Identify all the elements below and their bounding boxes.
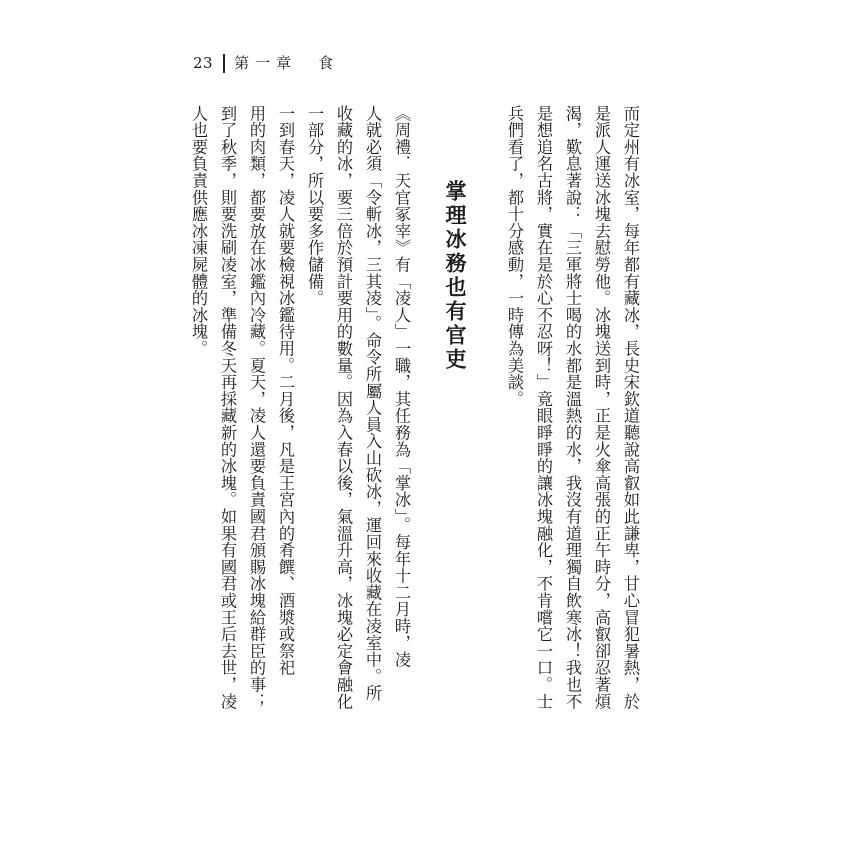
- text-column-7: 人就必須「令斬冰，三其凌」。命令所屬人員入山砍冰，運回來收藏在凌室中。所: [363, 105, 382, 702]
- text-column-6: 《周禮．天官冢宰》有「凌人」一職，其任務為「掌冰」。每年十二月時，凌: [392, 105, 411, 669]
- text-column-9: 一部分，所以要多作儲備。: [305, 105, 324, 307]
- text-column-4: 是想追名古將，實在是於心不忍呀！」竟眼睜睜的讓冰塊融化，不肯嚐它一口。士: [534, 105, 553, 710]
- text-column-3: 渴，歎息著說：「三軍將士喝的水都是溫熱的水，我沒有道理獨自飲寒冰！我也不: [563, 105, 582, 710]
- text-column-11: 用的肉類，都要放在冰鑑內冷藏。夏天，凌人還要負責國君頒賜冰塊給群臣的事；: [247, 105, 266, 710]
- text-column-5: 兵們看了，都十分感動，一時傳為美談。: [505, 105, 524, 408]
- chapter-title: 第一章 食: [234, 54, 340, 72]
- text-column-13: 人也要負責供應冰凍屍體的冰塊。: [189, 105, 208, 357]
- running-head: [193, 52, 339, 74]
- section-heading: 掌理冰務也有官吏: [443, 180, 467, 372]
- text-column-10: 一到春天，凌人就要檢視冰鑑待用。二月後，凡是王宮內的肴饌、酒漿或祭祀: [276, 105, 295, 677]
- text-column-8: 收藏的冰，要三倍於預計要用的數量。因為入春以後，氣溫升高，冰塊必定會融化: [334, 105, 353, 710]
- text-column-12: 到了秋季，則要洗刷凌室，準備冬天再採藏新的冰塊。如果有國君或王后去世，凌: [218, 105, 237, 710]
- page-number: 23: [193, 54, 214, 72]
- header-divider: [223, 54, 225, 73]
- text-column-2: 是派人運送冰塊去慰勞他。冰塊送到時，正是火傘高張的正午時分，高叡卻忍著煩: [592, 105, 611, 710]
- text-column-1: 而定州有冰室，每年都有藏冰，長史宋欽道聽說高叡如此謙卑，甘心冒犯暑熱，於: [621, 105, 640, 710]
